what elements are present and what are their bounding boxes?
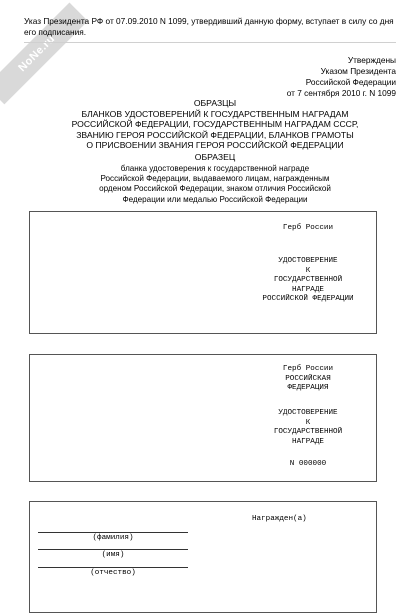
certificate-inner-sample xyxy=(29,354,377,482)
emblem-placeholder: Герб России xyxy=(282,224,334,232)
certificate-fields-sample xyxy=(29,501,377,613)
title-line: ОБРАЗЦЫ xyxy=(193,98,237,108)
sample-line: Федерации или медалью Российской Федерации xyxy=(122,194,308,204)
patronymic-line xyxy=(38,567,188,568)
inner-text xyxy=(244,409,372,447)
approval-block xyxy=(206,55,396,99)
country-line: ФЕДЕРАЦИЯ xyxy=(287,384,329,393)
sample-line: Российской Федерации, выдаваемого лицам, награжденным xyxy=(100,174,330,184)
country-line: РОССИЙСКАЯ xyxy=(285,374,331,383)
cover-line: ГОСУДАРСТВЕННОЙ xyxy=(273,276,343,285)
effective-notice: Указ Президента РФ от 07.09.2010 N 1099, утвердивший данную форму, вступает в силу со дня его подписания. xyxy=(24,16,396,43)
cover-line: НАГРАДЕ xyxy=(292,285,324,294)
certificate-number: N 000000 xyxy=(289,460,327,468)
inner-line: ГОСУДАРСТВЕННОЙ xyxy=(273,428,343,437)
approval-line: Российской Федерации xyxy=(305,77,396,87)
sample-line: орденом Российской Федерации, знаком отличия Российской xyxy=(99,184,331,194)
inner-line: УДОСТОВЕРЕНИЕ xyxy=(278,409,338,417)
sample-line: бланка удостоверения к государственной награде xyxy=(120,164,310,173)
title-line: О ПРИСВОЕНИИ ЗВАНИЯ ГЕРОЯ РОССИЙСКОЙ ФЕДЕРАЦИИ xyxy=(86,140,344,151)
inner-line: НАГРАДЕ xyxy=(292,437,324,446)
approval-line: Указом Президента xyxy=(320,66,396,76)
patronymic-caption: (отчество) xyxy=(90,569,136,577)
watermark-logo: NoNe.ru xyxy=(0,3,88,105)
certificate-cover-sample xyxy=(29,211,377,334)
inner-line: К xyxy=(305,418,311,427)
cover-line: К xyxy=(305,266,311,275)
awarded-label: Награжден(а) xyxy=(252,515,307,523)
cover-text xyxy=(244,257,372,305)
name-line xyxy=(38,549,188,550)
emblem-block xyxy=(244,365,372,394)
title-line: ЗВАНИЮ ГЕРОЯ РОССИЙСКОЙ ФЕДЕРАЦИИ, БЛАНКОВ ГРАМОТЫ xyxy=(76,129,354,140)
surname-caption: (фамилия) xyxy=(92,534,134,542)
name-caption: (имя) xyxy=(101,551,125,559)
surname-line xyxy=(38,532,188,533)
cover-line: УДОСТОВЕРЕНИЕ xyxy=(278,257,338,265)
sample-heading: ОБРАЗЕЦ xyxy=(194,152,236,162)
approval-line: Утверждены xyxy=(347,55,396,65)
document-title xyxy=(44,98,386,151)
sample-description xyxy=(44,164,386,205)
cover-line: РОССИЙСКОЙ ФЕДЕРАЦИИ xyxy=(262,295,354,304)
approval-line: от 7 сентября 2010 г. N 1099 xyxy=(286,88,396,98)
title-line: БЛАНКОВ УДОСТОВЕРЕНИЙ К ГОСУДАРСТВЕННЫМ НАГРАДАМ xyxy=(81,108,349,119)
title-line: РОССИЙСКОЙ ФЕДЕРАЦИИ, ГОСУДАРСТВЕННЫМ НАГРАДАМ СССР, xyxy=(71,119,359,130)
emblem-placeholder: Герб России xyxy=(282,365,334,373)
